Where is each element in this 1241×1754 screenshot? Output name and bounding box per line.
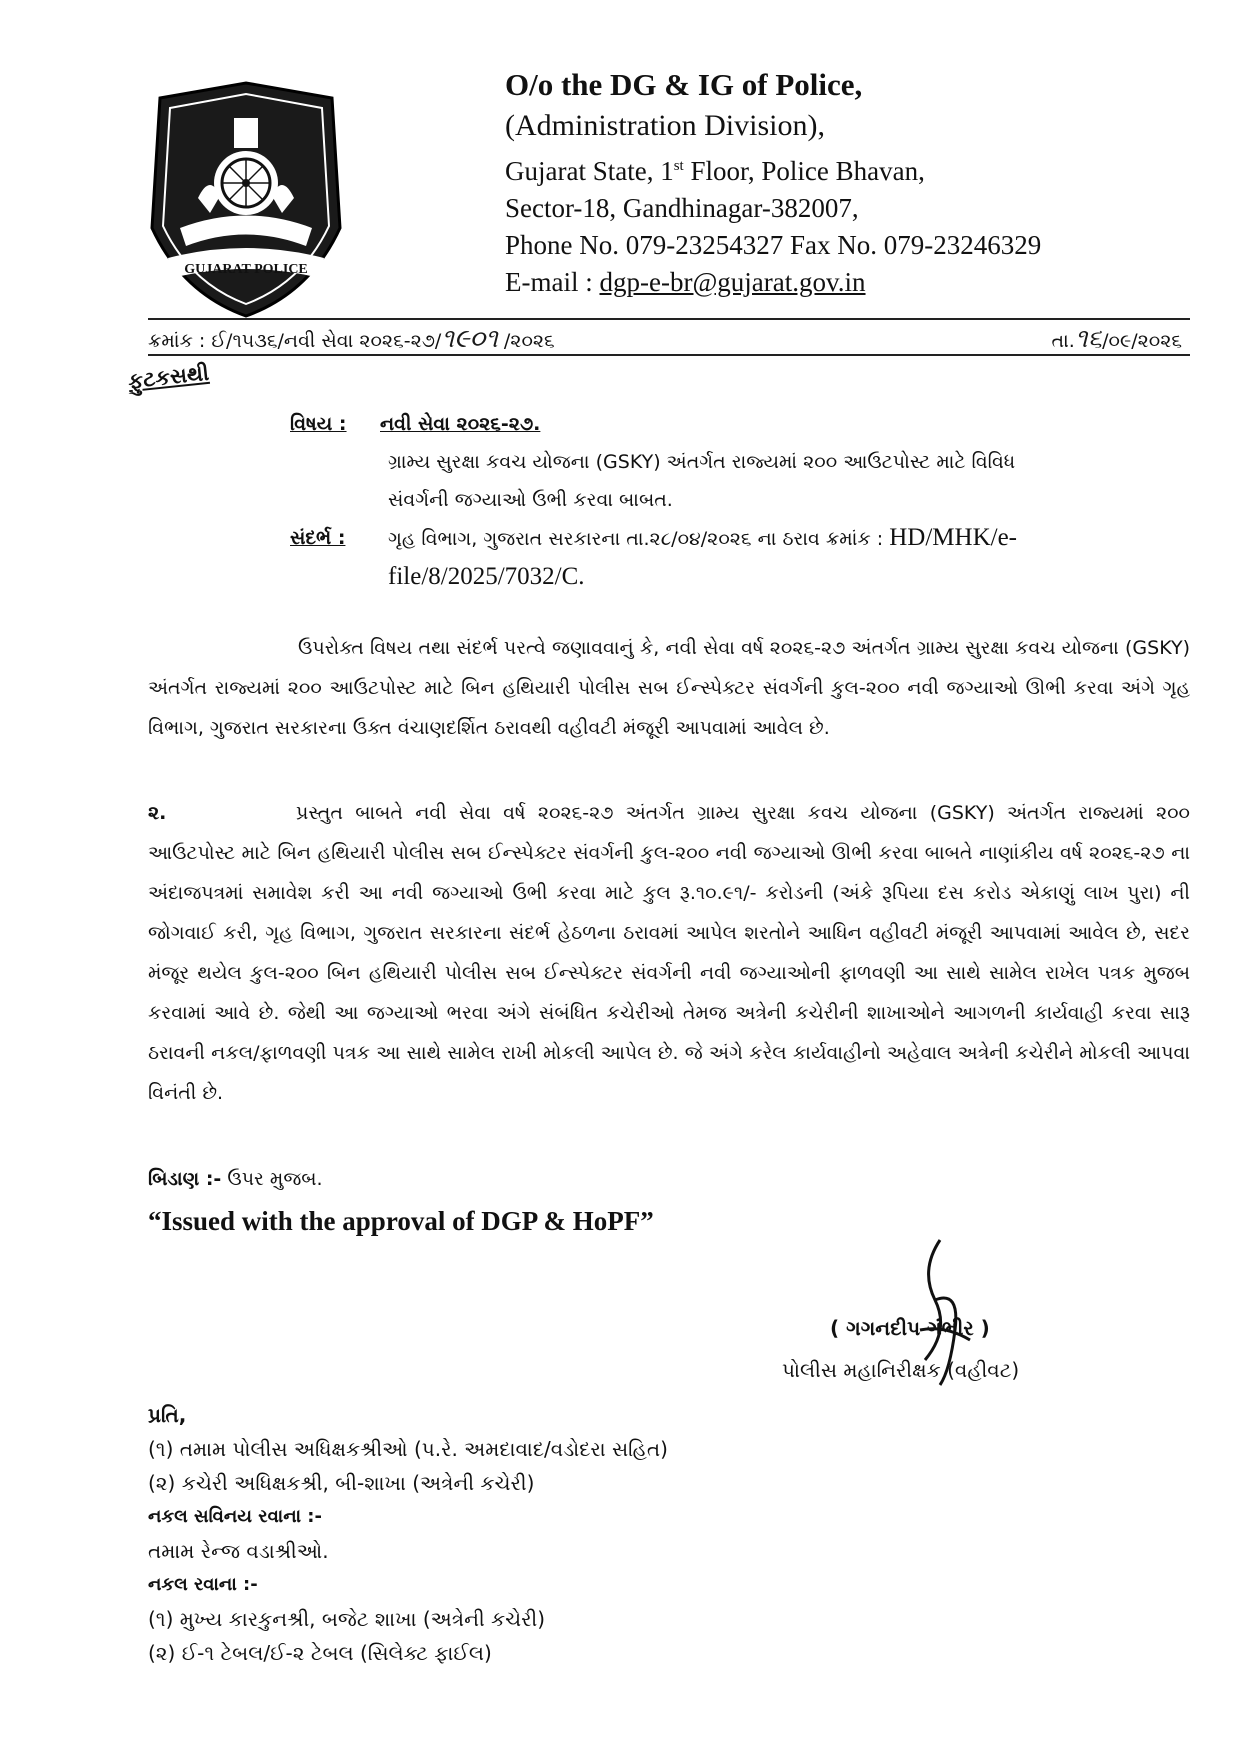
paragraph-1: ઉપરોક્ત વિષય તથા સંદર્ભ પરત્વે જણાવવાનું કે, નવી સેવા વર્ષ ૨૦૨૬-૨૭ અંતર્ગત ગ્રામ્ય સુરક્ષા કવચ યોજના (GSKY) અંતર્ગત રાજ્યમાં ૨૦૦ આઉટપોસ્ટ માટે બિન હથિયારી પોલીસ સબ ઈન્સ્પેક્ટર સંવર્ગની કુલ-૨૦૦ નવી જગ્યાઓ ઊભી કરવા અંગે ગૃહ વિભાગ, ગુજરાત સરકારના ઉક્ત વંચાણદર્શિત ઠરાવથી વહીવટી મંજૂરી આપવામાં આવેલ છે. xyxy=(148,637,1190,739)
paragraph-2 xyxy=(148,793,1190,1113)
division-name: (Administration Division), xyxy=(505,109,825,142)
gujarat-police-emblem xyxy=(140,78,352,318)
office-name: O/o the DG & IG of Police, xyxy=(505,67,863,102)
address-line-1: Gujarat State, 1st Floor, Police Bhavan, xyxy=(505,156,925,186)
recipients-heading: પ્રતિ, xyxy=(148,1403,187,1427)
urgent-stamp: ફુટકસથી xyxy=(126,360,211,394)
recipient-item: (૧) તમામ પોલીસ અધિક્ષકશ્રીઓ (પ.રે. અમદાવાદ/વડોદરા સહિત) xyxy=(148,1437,668,1461)
copy-to-heading: નકલ રવાના :- xyxy=(148,1574,258,1595)
emblem-label: GUJARAT POLICE xyxy=(184,262,308,277)
subject-text-2: સંવર્ગની જગ્યાઓ ઉભી કરવા બાબત. xyxy=(388,489,673,511)
signatory-name: ( ગગનદીપ ગંભીર ) xyxy=(830,1316,990,1340)
copy-to-item: (૧) મુખ્ય કારકુનશ્રી, બજેટ શાખા (અત્રેની કચેરી) xyxy=(148,1607,546,1631)
subject-label: વિષય : xyxy=(290,413,347,435)
letterhead xyxy=(505,66,1041,301)
enclosure: બિડાણ :- ઉપર મુજબ. xyxy=(148,1168,323,1190)
paragraph-2-number: ૨. xyxy=(148,802,167,824)
reference-row xyxy=(290,519,1190,597)
copy-to-item: (૨) ઈ-૧ ટેબલ/ઈ-૨ ટેબલ (સિલેક્ટ ફાઈલ) xyxy=(148,1641,492,1665)
approval-note: “Issued with the approval of DGP & HoPF” xyxy=(148,1206,654,1236)
recipient-item: (૨) કચેરી અધિક્ષકશ્રી, બી-શાખા (અત્રેની કચેરી) xyxy=(148,1471,535,1495)
subject-title: નવી સેવા ૨૦૨૬-૨૭. xyxy=(380,413,541,435)
reference-bar xyxy=(148,318,1190,356)
subject-block xyxy=(290,405,1190,597)
reference-text: ગૃહ વિભાગ, ગુજરાત સરકારના તા.૨૮/૦૪/૨૦૨૬ ના ઠરાવ ક્રમાંક : xyxy=(388,528,890,550)
copy-courtesy-item: તમામ રેન્જ વડાશ્રીઓ. xyxy=(148,1539,329,1563)
email-link[interactable]: dgp-e-br@gujarat.gov.in xyxy=(599,267,866,297)
address-line-2: Sector-18, Gandhinagar-382007, xyxy=(505,193,859,223)
copy-courtesy-heading: નકલ સવિનય રવાના :- xyxy=(148,1506,322,1527)
subject-text-1: ગ્રામ્ય સુરક્ષા કવચ યોજના (GSKY) અંતર્ગત રાજ્યમાં ૨૦૦ આઉટપોસ્ટ માટે વિવિધ xyxy=(388,451,1016,473)
letter-number: ક્રમાંક : ઈ/૧૫૩૬/નવી સેવા ૨૦૨૬-૨૭/૧૯૦૧ /૨૦૨૬ xyxy=(148,324,555,354)
email-line: E-mail : dgp-e-br@gujarat.gov.in xyxy=(505,267,866,297)
reference-code: HD/MHK/e-file/8/2025/7032/C. xyxy=(388,524,1018,590)
recipients-list xyxy=(148,1398,668,1670)
paragraph-2-text: પ્રસ્તુત બાબતે નવી સેવા વર્ષ ૨૦૨૬-૨૭ અંતર્ગત ગ્રામ્ય સુરક્ષા કવચ યોજના (GSKY) અંતર્ગત રાજ્યમાં ૨૦૦ આઉટપોસ્ટ માટે બિન હથિયારી પોલીસ સબ ઈન્સ્પેક્ટર સંવર્ગની કુલ-૨૦૦ નવી જગ્યાઓ ઊભી કરવા બાબતે નાણાંકીય વર્ષ ૨૦૨૬-૨૭ ના અંદાજપત્રમાં સમાવેશ કરી આ નવી જગ્યાઓ ઉભી કરવા માટે કુલ રૂ.૧૦.૯૧/- કરોડની (અંકે રૂપિયા દસ કરોડ એકાણું લાખ પુરા) ની જોગવાઈ કરી, ગૃહ વિભાગ, ગુજરાત સરકારના સંદર્ભ હેઠળના ઠરાવમાં આપેલ શરતોને આધિન વહીવટી મંજૂરી આપવામાં આવેલ છે, સદર મંજૂર થયેલ કુલ-૨૦૦ બિન હથિયારી પોલીસ સબ ઈન્સ્પેક્ટર સંવર્ગની નવી જગ્યાઓની ફાળવણી આ સાથે સામેલ રાખેલ પત્રક મુજબ કરવામાં આવે છે. જેથી આ જગ્યાઓ ભરવા અંગે સંબંધિત કચેરીઓ તેમજ અત્રેની કચેરીની શાખાઓને આગળની કાર્યવાહી કરવા સારૂ ઠરાવની નકલ/ફાળવણી પત્રક આ સાથે સામેલ રાખી મોકલી આપેલ છે. જે અંગે કરેલ કાર્યવાહીનો અહેવાલ અત્રેની કચેરીને મોકલી આપવા વિનંતી છે. xyxy=(148,802,1190,1104)
phone-fax: Phone No. 079-23254327 Fax No. 079-23246329 xyxy=(505,230,1042,260)
signatory-designation: પોલીસ મહાનિરીક્ષક (વહીવટ) xyxy=(782,1358,1020,1382)
reference-label: સંદર્ભ : xyxy=(290,527,346,549)
letter-date: તા.૧૬/૦૯/૨૦૨૬ xyxy=(1051,324,1182,354)
